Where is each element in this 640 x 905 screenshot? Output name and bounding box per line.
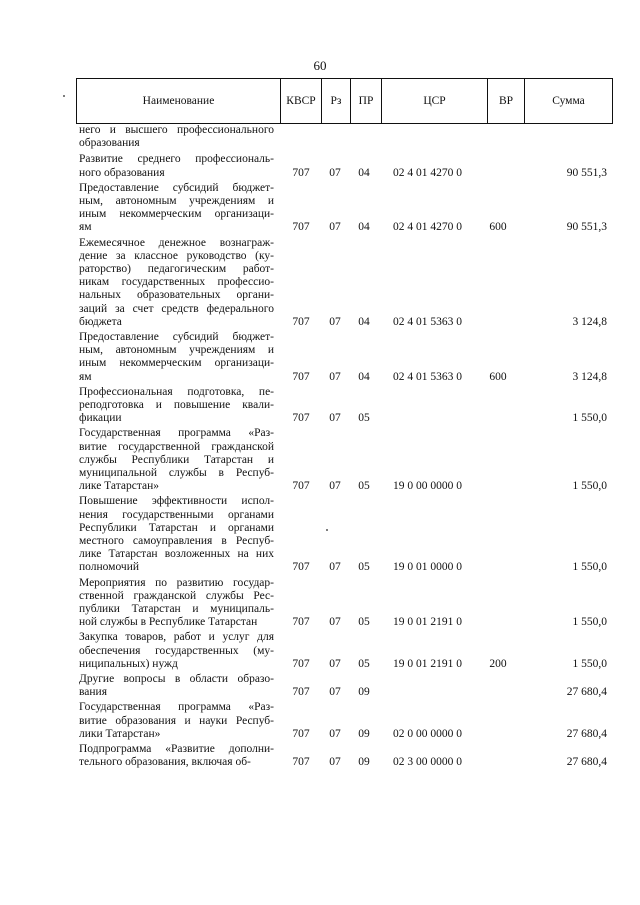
- row-kvsr: 707: [292, 686, 310, 699]
- table-row: [0, 386, 640, 426]
- row-name-line: иным некоммерческим организаци-: [79, 357, 274, 370]
- header-sum: Сумма: [552, 95, 585, 107]
- row-rz: 07: [329, 412, 341, 425]
- row-name-line: лике Татарстан возложенных на них: [79, 548, 274, 561]
- header-vr: ВР: [498, 95, 514, 107]
- row-name-line: раторство) педагогическим работ-: [79, 262, 274, 275]
- row-name-line: образования: [79, 137, 140, 150]
- row-rz: 07: [329, 480, 341, 493]
- row-kvsr: 707: [292, 657, 310, 670]
- table-row: [0, 673, 640, 699]
- row-kvsr: 707: [292, 166, 310, 179]
- row-csr: 02 4 01 4270 0: [393, 166, 462, 179]
- table-row: [0, 701, 640, 741]
- row-csr: 02 4 01 4270 0: [393, 221, 462, 234]
- row-name-line: витие государственной гражданской: [79, 440, 274, 453]
- row-name-line: Другие вопросы в области образо-: [79, 672, 274, 685]
- row-kvsr: 707: [292, 221, 310, 234]
- row-name-line: бюджета: [79, 315, 122, 328]
- row-kvsr: 707: [292, 756, 310, 769]
- row-name-line: иным некоммерческим организаци-: [79, 208, 274, 221]
- row-name-line: тельного образования, включая об-: [79, 756, 251, 769]
- row-name: [79, 701, 274, 741]
- row-sum: 27 680,4: [566, 756, 607, 769]
- row-name-line: Повышение эффективности испол-: [79, 495, 274, 508]
- row-pr: 04: [358, 166, 370, 179]
- row-name: [79, 577, 274, 630]
- row-sum: 27 680,4: [566, 727, 607, 740]
- row-name-line: Мероприятия по развитию государ-: [79, 576, 274, 589]
- row-pr: 09: [358, 727, 370, 740]
- table-row: [0, 577, 640, 630]
- row-csr: 19 0 01 0000 0: [393, 561, 462, 574]
- scan-speck: [63, 95, 65, 97]
- row-vr: 600: [489, 370, 507, 383]
- row-name-line: ям: [79, 221, 92, 234]
- row-name-line: обеспечения государственных (му-: [79, 644, 274, 657]
- row-name-line: него и высшего профессионального: [79, 124, 274, 136]
- row-name-line: Государственная программа «Раз-: [79, 701, 274, 714]
- row-csr: 19 0 01 2191 0: [393, 616, 462, 629]
- row-name-line: ям: [79, 370, 92, 383]
- row-name-line: службы Республики Татарстан и: [79, 453, 274, 466]
- row-rz: 07: [329, 756, 341, 769]
- row-rz: 07: [329, 657, 341, 670]
- row-pr: 05: [358, 480, 370, 493]
- row-name-line: заций за счет средств федерального: [79, 302, 274, 315]
- row-pr: 09: [358, 686, 370, 699]
- row-name: [79, 673, 274, 699]
- header-kvsr: КВСР: [286, 95, 316, 107]
- header-csr: ЦСР: [423, 95, 446, 107]
- row-sum: 90 551,3: [566, 166, 607, 179]
- row-kvsr: 707: [292, 616, 310, 629]
- row-name-line: ного образования: [79, 166, 165, 179]
- row-kvsr: 707: [292, 727, 310, 740]
- header-rz: Рз: [330, 95, 342, 107]
- row-pr: 09: [358, 756, 370, 769]
- scan-speck: [326, 529, 328, 531]
- row-sum: 27 680,4: [566, 686, 607, 699]
- row-name-line: ной службы в Республике Татарстан: [79, 616, 258, 629]
- row-name-line: лики Татарстан»: [79, 727, 161, 740]
- row-name-line: вания: [79, 686, 107, 699]
- row-name: [79, 495, 274, 574]
- row-rz: 07: [329, 221, 341, 234]
- row-csr: 02 4 01 5363 0: [393, 315, 462, 328]
- table-row: [0, 743, 640, 769]
- row-name-line: Предоставление субсидий бюджет-: [79, 330, 274, 343]
- row-name-line: Республики Татарстан и органами: [79, 521, 274, 534]
- table-header: [76, 78, 613, 124]
- row-name: [79, 331, 274, 384]
- row-name-line: муниципальной службы в Респуб-: [79, 466, 274, 479]
- row-name-line: публики Татарстан и муниципаль-: [79, 602, 274, 615]
- row-name-line: фикации: [79, 412, 122, 425]
- row-csr: 02 3 00 0000 0: [393, 756, 462, 769]
- row-name-line: местного самоуправления в Респуб-: [79, 534, 274, 547]
- row-pr: 04: [358, 370, 370, 383]
- row-name: [79, 631, 274, 671]
- table-row: [0, 124, 640, 150]
- row-name: [79, 743, 274, 769]
- row-vr: 200: [489, 657, 507, 670]
- row-pr: 05: [358, 561, 370, 574]
- row-kvsr: 707: [292, 370, 310, 383]
- row-name-line: ственной гражданской службы Рес-: [79, 589, 274, 602]
- table-row: [0, 427, 640, 493]
- page-number: 60: [313, 58, 327, 73]
- row-name-line: лике Татарстан»: [79, 480, 160, 493]
- table-row: [0, 182, 640, 235]
- row-rz: 07: [329, 315, 341, 328]
- row-name-line: Закупка товаров, работ и услуг для: [79, 631, 274, 644]
- row-name-line: Ежемесячное денежное вознаграж-: [79, 236, 274, 249]
- row-sum: 1 550,0: [572, 561, 607, 574]
- row-sum: 1 550,0: [572, 480, 607, 493]
- row-name-line: нения государственными органами: [79, 508, 274, 521]
- budget-table-body: [0, 124, 640, 771]
- row-name-line: Профессиональная подготовка, пе-: [79, 385, 274, 398]
- row-kvsr: 707: [292, 315, 310, 328]
- row-rz: 07: [329, 616, 341, 629]
- row-pr: 05: [358, 616, 370, 629]
- table-row: [0, 495, 640, 574]
- row-rz: 07: [329, 561, 341, 574]
- row-sum: 90 551,3: [566, 221, 607, 234]
- row-kvsr: 707: [292, 480, 310, 493]
- row-name-line: полномочий: [79, 561, 139, 574]
- row-kvsr: 707: [292, 561, 310, 574]
- row-name-line: реподготовка и повышение квали-: [79, 398, 274, 411]
- row-name-line: нальных образовательных органи-: [79, 289, 274, 302]
- row-name: [79, 124, 274, 150]
- row-rz: 07: [329, 727, 341, 740]
- row-sum: 3 124,8: [572, 315, 607, 328]
- row-name: [79, 182, 274, 235]
- row-name-line: ным, автономным учреждениям и: [79, 194, 274, 207]
- table-row: [0, 153, 640, 179]
- row-name-line: ным, автономным учреждениям и: [79, 344, 274, 357]
- row-sum: 1 550,0: [572, 412, 607, 425]
- row-kvsr: 707: [292, 412, 310, 425]
- row-rz: 07: [329, 686, 341, 699]
- row-csr: 19 0 00 0000 0: [393, 480, 462, 493]
- row-pr: 05: [358, 412, 370, 425]
- row-sum: 1 550,0: [572, 616, 607, 629]
- row-csr: 02 4 01 5363 0: [393, 370, 462, 383]
- row-sum: 3 124,8: [572, 370, 607, 383]
- row-name-line: витие образования и науки Респуб-: [79, 714, 274, 727]
- row-name-line: Подпрограмма «Развитие дополни-: [79, 742, 274, 755]
- row-name-line: никам государственных профессио-: [79, 276, 274, 289]
- table-row: [0, 631, 640, 671]
- row-pr: 05: [358, 657, 370, 670]
- row-name-line: ниципальных) нужд: [79, 657, 178, 670]
- row-name-line: Государственная программа «Раз-: [79, 427, 274, 440]
- row-name: [79, 153, 274, 179]
- row-vr: 600: [489, 221, 507, 234]
- row-rz: 07: [329, 370, 341, 383]
- row-name-line: Развитие среднего профессиональ-: [79, 153, 274, 166]
- row-name: [79, 386, 274, 426]
- table-row: [0, 331, 640, 384]
- row-rz: 07: [329, 166, 341, 179]
- row-sum: 1 550,0: [572, 657, 607, 670]
- row-name-line: Предоставление субсидий бюджет-: [79, 181, 274, 194]
- row-name: [79, 237, 274, 329]
- row-csr: 02 0 00 0000 0: [393, 727, 462, 740]
- row-csr: 19 0 01 2191 0: [393, 657, 462, 670]
- row-pr: 04: [358, 315, 370, 328]
- header-name: Наименование: [142, 95, 215, 107]
- row-name-line: дение за классное руководство (ку-: [79, 249, 274, 262]
- table-row: [0, 237, 640, 329]
- row-name: [79, 427, 274, 493]
- header-pr: ПР: [358, 95, 374, 107]
- row-pr: 04: [358, 221, 370, 234]
